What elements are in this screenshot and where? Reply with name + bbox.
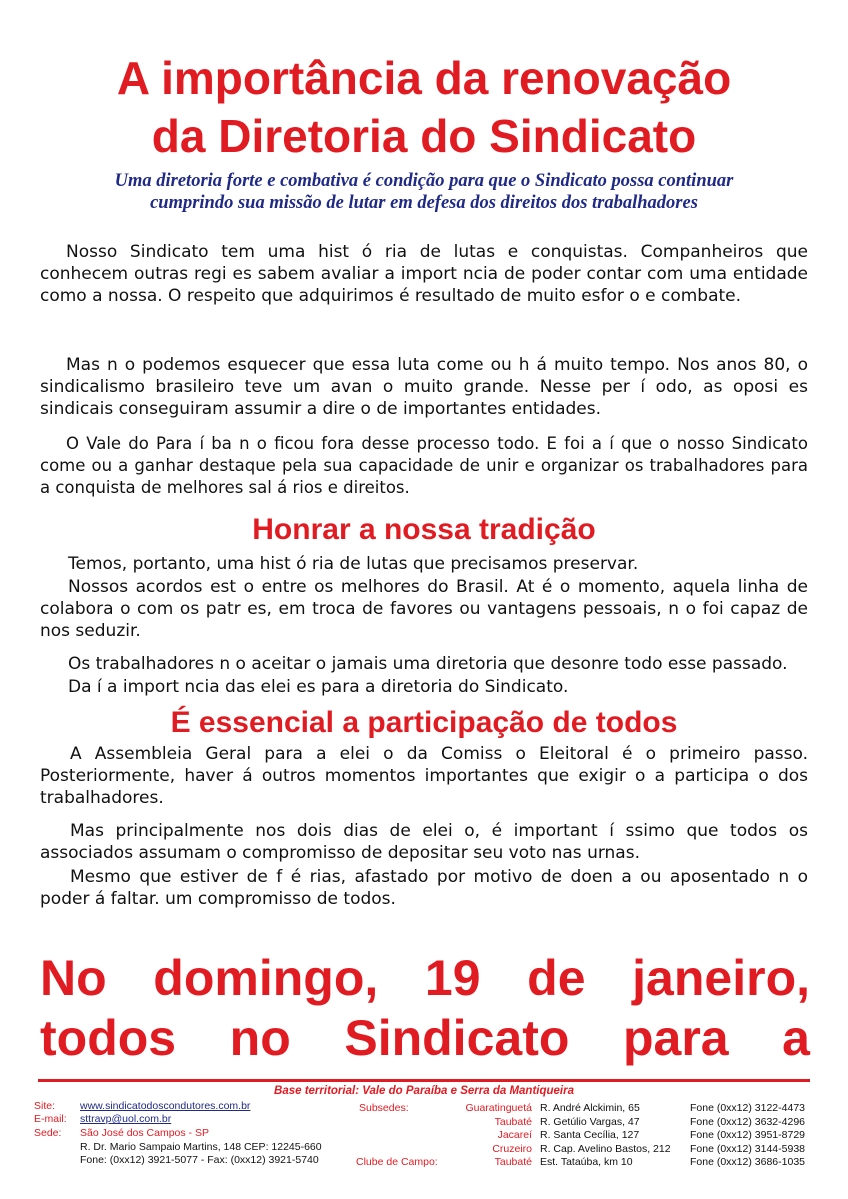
section2-line-3: Mesmo que estiver de f é rias, afastado por motivo de doen a ou aposentado n o poder á faltar. um compromisso de todos. [40, 867, 808, 909]
subtitle-line2: cumprindo sua missão de lutar em defesa dos direitos dos trabalhadores [150, 193, 698, 213]
footer-divider [38, 1079, 810, 1082]
page-title-line1: A importância da renovação [116, 52, 732, 104]
email-label: E-mail: [34, 1113, 67, 1125]
sede-city: São José dos Campos - SP [80, 1127, 209, 1139]
section-heading-tradicao: Honrar a nossa tradição [252, 513, 596, 546]
subtitle [40, 170, 808, 214]
call-line-1: No domingo, 19 de janeiro, [40, 950, 810, 1006]
section1-line-3: Os trabalhadores n o aceitar o jamais uma diretoria que desonre todo esse passado. [68, 654, 788, 674]
section2-line-2: Mas principalmente nos dois dias de elei o, é important í ssimo que todos os associados assumam o compromisso de depositar seu voto nas urnas. [40, 821, 808, 863]
sede-phone: Fone: (0xx12) 3921-5077 - Fax: (0xx12) 3921-5740 [80, 1154, 319, 1166]
subsede-address: Est. Tataúba, km 10 [540, 1156, 633, 1168]
site-link[interactable]: www.sindicatodoscondutores.com.br [80, 1100, 251, 1112]
subsede-phone: Fone (0xx12) 3144-5938 [690, 1142, 805, 1155]
section-heading-participacao: É essencial a participação de todos [170, 706, 678, 739]
intro-paragraph-1: Nosso Sindicato tem uma hist ó ria de lutas e conquistas. Companheiros que conhecem outras regi es sabem avaliar a import ncia de poder contar com uma entidade como a nossa. O respeito que adquirimos é resultado de muito esfor o e combate. [40, 242, 808, 306]
page-title-line2: da Diretoria do Sindicato [151, 110, 697, 162]
clube-label: Clube de Campo: [356, 1156, 438, 1168]
section2-line-1: A Assembleia Geral para a elei o da Comiss o Eleitoral é o primeiro passo. Posteriormente, haver á outros momentos importantes que exigir o a participa o dos trabalhadores. [40, 744, 808, 808]
section1-line-2: Nossos acordos est o entre os melhores do Brasil. At é o momento, aquela linha de colabora o com os patr es, em troca de favores ou vantagens pessoais, n o foi capaz de nos seduzir. [40, 577, 808, 641]
footer-base-territorial: Base territorial: Vale do Paraíba e Serra da Mantiqueira [274, 1085, 574, 1097]
subsede-address: R. Getúlio Vargas, 47 [540, 1115, 640, 1128]
subsede-city: Guaratinguetá [465, 1102, 532, 1114]
email-link[interactable]: sttravp@uol.com.br [80, 1113, 172, 1125]
section1-line-1: Temos, portanto, uma hist ó ria de lutas que precisamos preservar. [68, 554, 639, 574]
call-line-2: todos no Sindicato para a [40, 1010, 810, 1066]
site-label: Site: [34, 1100, 56, 1112]
subsede-address: R. Cap. Avelino Bastos, 212 [540, 1142, 671, 1155]
sede-label: Sede: [34, 1127, 62, 1139]
section1-line-4: Da í a import ncia das elei es para a diretoria do Sindicato. [68, 677, 569, 697]
intro-paragraph-3: O Vale do Para í ba n o ficou fora desse processo todo. E foi a í que o nosso Sindicato come ou a ganhar destaque pela sua capacidade de unir e organizar os trabalhadores para a conquista de melhores sal á rios e direitos. [40, 434, 808, 497]
sede-address: R. Dr. Mario Sampaio Martins, 148 CEP: 12245-660 [80, 1141, 322, 1153]
intro-paragraph-2: Mas n o podemos esquecer que essa luta come ou h á muito tempo. Nos anos 80, o sindicalismo brasileiro teve um avan o muito grande. Nesse per í odo, as oposi es sindicais conseguiram assumir a dire o de importantes entidades. [40, 355, 808, 419]
subsede-phone: Fone (0xx12) 3686-1035 [690, 1156, 805, 1168]
subsede-phone: Fone (0xx12) 3951-8729 [690, 1129, 805, 1141]
subsede-phone: Fone (0xx12) 3122-4473 [690, 1102, 805, 1114]
subtitle-line1: Uma diretoria forte e combativa é condição para que o Sindicato possa continuar [114, 171, 734, 191]
subsede-address: R. André Alckimin, 65 [540, 1102, 640, 1114]
subsede-city: Taubaté [494, 1115, 532, 1128]
subsede-address: R. Santa Cecília, 127 [540, 1129, 640, 1141]
subsede-city: Cruzeiro [492, 1142, 532, 1155]
subsede-phone: Fone (0xx12) 3632-4296 [690, 1115, 805, 1128]
subsedes-label: Subsedes: [359, 1102, 409, 1114]
subsede-city: Jacareí [497, 1129, 532, 1141]
subsede-city: Taubaté [494, 1156, 532, 1168]
